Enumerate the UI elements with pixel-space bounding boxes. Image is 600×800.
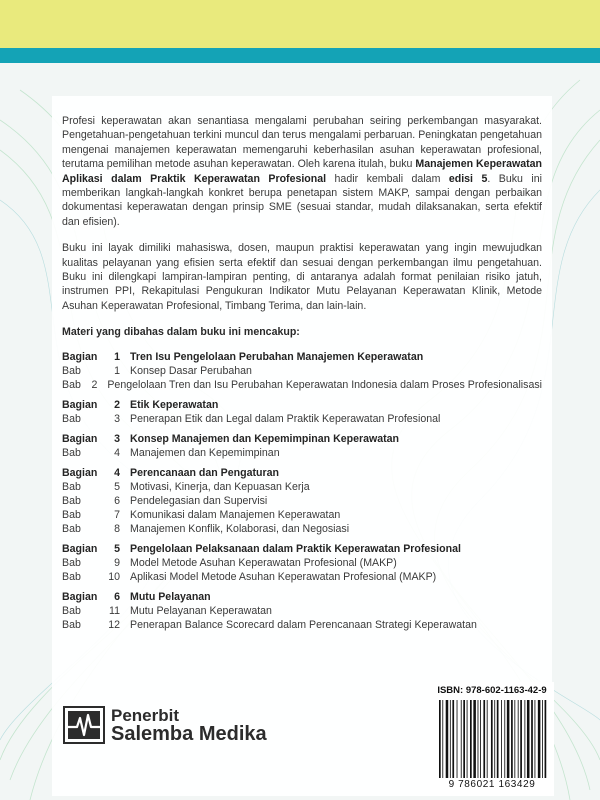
barcode-bar bbox=[535, 700, 536, 778]
toc-section-row bbox=[62, 350, 542, 364]
barcode-bar bbox=[473, 700, 476, 778]
toc-chapter-row bbox=[62, 556, 542, 570]
toc-title: Konsep Dasar Perubahan bbox=[130, 364, 252, 377]
description-paragraphs bbox=[62, 114, 542, 313]
barcode-bar bbox=[467, 700, 468, 778]
toc-title: Tren Isu Pengelolaan Perubahan Manajemen Keperawatan bbox=[130, 350, 424, 363]
toc-label: Bab bbox=[62, 508, 81, 521]
toc-title: Penerapan Etik dan Legal dalam Praktik Keperawatan Profesional bbox=[130, 412, 441, 425]
toc-num: 2 bbox=[91, 378, 98, 391]
publisher-name bbox=[111, 706, 267, 744]
toc-chapter-row bbox=[62, 522, 542, 536]
toc-title: Penerapan Balance Scorecard dalam Perencanaan Strategi Keperawatan bbox=[130, 618, 477, 631]
toc-label: Bagian bbox=[62, 398, 98, 411]
toc-title: Pendelegasian dan Supervisi bbox=[130, 494, 268, 507]
barcode-bar bbox=[538, 700, 541, 778]
toc-label: Bab bbox=[62, 494, 81, 507]
toc-chapter-row bbox=[62, 570, 542, 584]
toc-section bbox=[62, 466, 542, 536]
toc-label: Bagian bbox=[62, 432, 98, 445]
ecg-line-logo-icon bbox=[63, 706, 105, 744]
toc-intro: Materi yang dibahas dalam buku ini mencakup: bbox=[62, 326, 300, 339]
toc-chapter-row bbox=[62, 604, 542, 618]
barcode-bar bbox=[507, 700, 510, 778]
barcode-bar bbox=[514, 700, 515, 778]
barcode-bar bbox=[531, 700, 533, 778]
toc-num: 8 bbox=[114, 522, 120, 535]
barcode-bar bbox=[491, 700, 493, 778]
toc-label: Bab bbox=[62, 618, 81, 631]
barcode-bar bbox=[527, 700, 530, 778]
toc-title: Konsep Manajemen dan Kepemimpinan Keperawatan bbox=[130, 432, 400, 445]
toc-section bbox=[62, 590, 542, 632]
toc-section-row bbox=[62, 466, 542, 480]
barcode-bar bbox=[518, 700, 519, 778]
toc-num: 3 bbox=[114, 412, 120, 425]
barcode-bar bbox=[501, 700, 502, 778]
toc-label: Bab bbox=[62, 480, 81, 493]
barcode-bar bbox=[487, 700, 488, 778]
toc-num: 9 bbox=[114, 556, 120, 569]
toc-chapter-row bbox=[62, 412, 542, 426]
toc-title: Motivasi, Kinerja, dan Kepuasan Kerja bbox=[130, 480, 310, 493]
toc-title: Aplikasi Model Metode Asuhan Keperawatan Profesional (MAKP) bbox=[130, 570, 437, 583]
barcode-bar bbox=[511, 700, 513, 778]
paragraph-text: hadir kembali dalam bbox=[326, 172, 449, 185]
toc-label: Bagian bbox=[62, 590, 98, 603]
toc-label: Bagian bbox=[62, 466, 98, 479]
back-cover-content bbox=[62, 114, 542, 638]
toc-label: Bagian bbox=[62, 350, 98, 363]
toc-title: Pengelolaan Tren dan Isu Perubahan Keperawatan Indonesia dalam Proses Profesionalisasi bbox=[107, 378, 542, 391]
barcode-bar bbox=[461, 700, 462, 778]
toc-num: 10 bbox=[108, 570, 120, 583]
teal-stripe bbox=[0, 48, 600, 63]
barcode-bar bbox=[439, 700, 441, 778]
toc-num: 12 bbox=[108, 618, 120, 631]
top-yellow-band bbox=[0, 0, 600, 48]
toc-section-row bbox=[62, 542, 542, 556]
toc-chapter-row bbox=[62, 480, 542, 494]
toc-num: 3 bbox=[114, 432, 120, 445]
barcode-bar bbox=[494, 700, 495, 778]
toc-chapter-row bbox=[62, 494, 542, 508]
barcode-bar bbox=[450, 700, 451, 778]
toc-label: Bab bbox=[62, 412, 81, 425]
barcode-bar bbox=[457, 700, 458, 778]
toc-num: 4 bbox=[114, 466, 120, 479]
isbn-label: ISBN: 978-602-1163-42-9 bbox=[437, 685, 547, 696]
toc-num: 5 bbox=[114, 542, 120, 555]
toc-label: Bagian bbox=[62, 542, 98, 555]
toc-section-row bbox=[62, 590, 542, 604]
isbn-box bbox=[430, 682, 554, 796]
toc-chapter-row bbox=[62, 618, 542, 632]
toc-section bbox=[62, 432, 542, 460]
barcode-bar bbox=[497, 700, 499, 778]
toc-title: Mutu Pelayanan Keperawatan bbox=[130, 604, 272, 617]
toc-num: 4 bbox=[114, 446, 120, 459]
publisher-line2: Salemba Medika bbox=[111, 723, 267, 745]
barcode-bar bbox=[446, 700, 449, 778]
barcode-bar bbox=[478, 700, 479, 778]
toc-num: 11 bbox=[109, 604, 120, 617]
paragraph-text: . Buku ini memberikan langkah-langkah konkret berupa penetapan sistem MAKP, sampai dengan perbaikan dokumentasi keperawatan dengan prinsip SME (sesuai standar, mudah dilaksanakan, serta efektif dan efisien). bbox=[62, 172, 542, 228]
barcode-bar bbox=[442, 700, 443, 778]
toc-label: Bab bbox=[62, 378, 81, 391]
toc-section bbox=[62, 542, 542, 584]
toc-section-row bbox=[62, 398, 542, 412]
toc-num: 5 bbox=[114, 480, 120, 493]
toc-title: Manajemen dan Kepemimpinan bbox=[130, 446, 280, 459]
toc-chapter-row bbox=[62, 508, 542, 522]
barcode-bar bbox=[463, 700, 465, 778]
bold-text: edisi 5 bbox=[448, 172, 488, 185]
barcode-bar bbox=[483, 700, 485, 778]
table-of-contents bbox=[62, 350, 542, 632]
toc-num: 1 bbox=[114, 350, 120, 363]
publisher-line1: Penerbit bbox=[111, 706, 180, 725]
toc-num: 2 bbox=[114, 398, 120, 411]
description-paragraph bbox=[62, 241, 542, 313]
toc-num: 6 bbox=[114, 590, 120, 603]
toc-chapter-row bbox=[62, 364, 542, 378]
toc-section bbox=[62, 350, 542, 392]
toc-label: Bab bbox=[62, 446, 81, 459]
toc-label: Bab bbox=[62, 556, 81, 569]
barcode-digits: 9 786021 163429 bbox=[448, 779, 536, 790]
barcode-bar bbox=[504, 700, 505, 778]
toc-title: Perencanaan dan Pengaturan bbox=[130, 466, 279, 479]
toc-chapter-row bbox=[62, 446, 542, 460]
barcode-bar bbox=[524, 700, 525, 778]
paragraph-text: Buku ini layak dimiliki mahasiswa, dosen, maupun praktisi keperawatan yang ingin mewujudkan kualitas pelayanan yang efisien serta efektif dan sesuai dengan perkembangan ilmu pengetahuan. Buku ini dilengkapi lampiran-lampiran penting, di antaranya adalah format penilaian risiko jatuh, instrumen PPI, Rekapitulasi Pengukuran Indikator Mutu Pelayanan Keperawatan Klinik, Metode Asuhan Keperawatan Profesional, Timbang Terima, dan lain-lain. bbox=[62, 242, 542, 312]
toc-title: Mutu Pelayanan bbox=[130, 590, 211, 603]
barcode-bar bbox=[542, 700, 543, 778]
toc-num: 1 bbox=[114, 364, 120, 377]
barcode-bar bbox=[452, 700, 454, 778]
toc-label: Bab bbox=[62, 570, 81, 583]
barcode bbox=[438, 700, 550, 778]
barcode-bar bbox=[520, 700, 522, 778]
toc-title: Komunikasi dalam Manajemen Keperawatan bbox=[130, 508, 341, 521]
toc-section-row bbox=[62, 432, 542, 446]
toc-title: Pengelolaan Pelaksanaan dalam Praktik Keperawatan Profesional bbox=[130, 542, 461, 555]
toc-label: Bab bbox=[62, 522, 81, 535]
toc-title: Etik Keperawatan bbox=[130, 398, 219, 411]
barcode-bar bbox=[545, 700, 547, 778]
bold-text: Manajemen Keperawatan Aplikasi dalam Praktik Keperawatan Profesional bbox=[62, 158, 542, 185]
toc-label: Bab bbox=[62, 364, 81, 377]
toc-title: Model Metode Asuhan Keperawatan Profesional (MAKP) bbox=[130, 556, 397, 569]
barcode-bar bbox=[480, 700, 481, 778]
toc-num: 6 bbox=[114, 494, 120, 507]
toc-num: 7 bbox=[114, 508, 120, 521]
toc-section bbox=[62, 398, 542, 426]
publisher-logo bbox=[63, 706, 267, 744]
toc-chapter-row bbox=[62, 378, 542, 392]
paragraph-text: Profesi keperawatan akan senantiasa mengalami perubahan seiring perkembangan masyarakat. Pengetahuan-pengetahuan terkini muncul dan terus mengalami perbaruan. Peningkatan pengetahuan mengenai manajemen keperawatan memengaruhi keberhasilan asuhan keperawatan profesional, terutama pemilihan metode asuhan keperawatan. Oleh karena itulah, buku bbox=[62, 115, 542, 171]
toc-label: Bab bbox=[62, 604, 81, 617]
barcode-bar bbox=[470, 700, 472, 778]
description-paragraph bbox=[62, 114, 542, 229]
toc-title: Manajemen Konflik, Kolaborasi, dan Negosiasi bbox=[130, 522, 350, 535]
